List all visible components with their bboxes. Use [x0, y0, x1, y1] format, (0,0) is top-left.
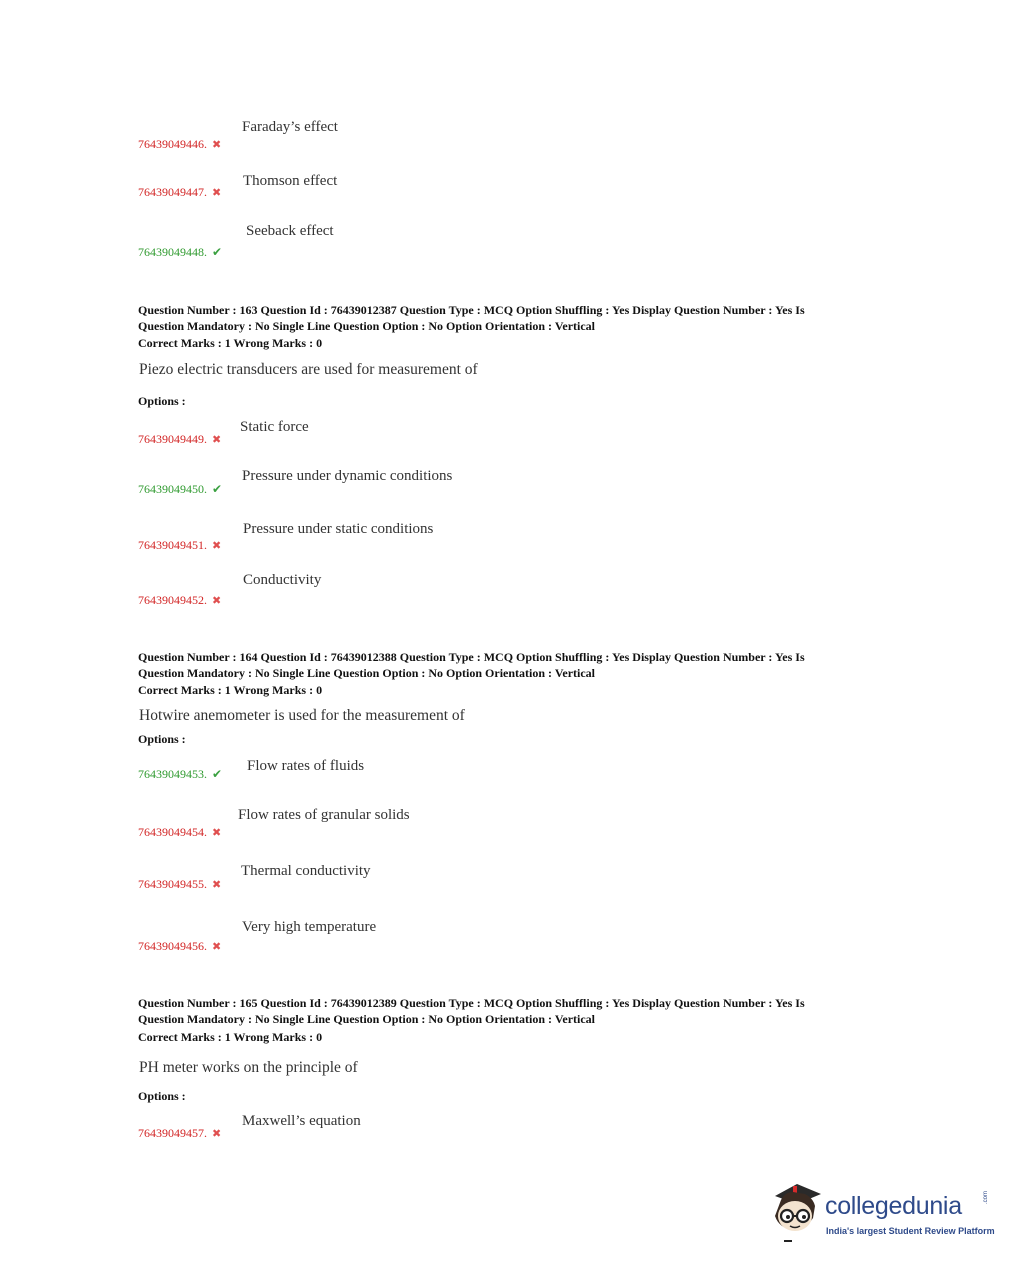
option-text: Thomson effect: [243, 173, 338, 189]
option-id: 76439049450. ✔: [138, 482, 223, 496]
option-text: Maxwell’s equation: [242, 1113, 361, 1129]
option-text: Thermal conductivity: [241, 863, 371, 879]
question-meta: [138, 996, 898, 1027]
options-label: Options :: [138, 1089, 186, 1103]
question-marks: Correct Marks : 1 Wrong Marks : 0: [138, 1030, 323, 1044]
check-mark-icon: ✔: [212, 482, 223, 496]
option-text: Flow rates of fluids: [247, 758, 365, 774]
cross-mark-icon: ✖: [212, 879, 222, 891]
option-id: 76439049453. ✔: [138, 767, 223, 781]
question-marks: Correct Marks : 1 Wrong Marks : 0: [138, 683, 323, 697]
option-text: Static force: [240, 419, 309, 435]
option-text: Very high temperature: [242, 919, 377, 935]
cross-mark-icon: ✖: [212, 595, 222, 607]
option-id: 76439049451. ✖: [138, 538, 222, 552]
collegedunia-logo: [765, 1178, 995, 1248]
question-text: PH meter works on the principle of: [139, 1059, 358, 1076]
option-text: Pressure under static conditions: [243, 521, 434, 537]
logo-suffix: .com: [983, 1190, 989, 1204]
option-text: Pressure under dynamic conditions: [242, 468, 453, 484]
logo-wordmark: collegedunia: [825, 1192, 962, 1220]
option-id: 76439049446. ✖: [138, 137, 222, 151]
question-meta: [138, 303, 898, 334]
options-label: Options :: [138, 394, 186, 408]
option-id: 76439049448. ✔: [138, 245, 223, 259]
meta-line: Question Number : 165 Question Id : 76439012389 Question Type : MCQ Option Shuffling : Yes Display Question Number : Yes Is: [138, 996, 805, 1010]
option-id: 76439049455. ✖: [138, 877, 222, 891]
question-marks: Correct Marks : 1 Wrong Marks : 0: [138, 336, 323, 350]
cross-mark-icon: ✖: [212, 827, 222, 839]
logo-tagline: India's largest Student Review Platform: [826, 1226, 995, 1236]
meta-line: Question Number : 163 Question Id : 76439012387 Question Type : MCQ Option Shuffling : Yes Display Question Number : Yes Is: [138, 303, 805, 317]
mascot-icon: [765, 1178, 825, 1248]
meta-line: Question Mandatory : No Single Line Question Option : No Option Orientation : Vertical: [138, 665, 596, 680]
cross-mark-icon: ✖: [212, 187, 222, 199]
question-text: Piezo electric transducers are used for measurement of: [139, 361, 478, 378]
check-mark-icon: ✔: [212, 767, 223, 781]
option-id: 76439049457. ✖: [138, 1126, 222, 1140]
cross-mark-icon: ✖: [212, 540, 222, 552]
option-text: Faraday’s effect: [242, 119, 338, 135]
options-label: Options :: [138, 732, 186, 746]
option-id: 76439049452. ✖: [138, 593, 222, 607]
option-id: 76439049456. ✖: [138, 939, 222, 953]
question-meta: [138, 650, 898, 681]
cross-mark-icon: ✖: [212, 139, 222, 151]
option-text: Seeback effect: [246, 223, 334, 239]
option-id: 76439049454. ✖: [138, 825, 222, 839]
meta-line: Question Mandatory : No Single Line Question Option : No Option Orientation : Vertical: [138, 318, 596, 333]
meta-line: Question Mandatory : No Single Line Question Option : No Option Orientation : Vertical: [138, 1011, 596, 1026]
option-text: Flow rates of granular solids: [238, 807, 410, 823]
cross-mark-icon: ✖: [212, 434, 222, 446]
meta-line: Question Number : 164 Question Id : 76439012388 Question Type : MCQ Option Shuffling : Yes Display Question Number : Yes Is: [138, 650, 805, 664]
option-id: 76439049449. ✖: [138, 432, 222, 446]
cross-mark-icon: ✖: [212, 1128, 222, 1140]
option-text: Conductivity: [243, 572, 322, 588]
question-text: Hotwire anemometer is used for the measurement of: [139, 707, 465, 724]
option-id: 76439049447. ✖: [138, 185, 222, 199]
check-mark-icon: ✔: [212, 245, 223, 259]
cross-mark-icon: ✖: [212, 941, 222, 953]
